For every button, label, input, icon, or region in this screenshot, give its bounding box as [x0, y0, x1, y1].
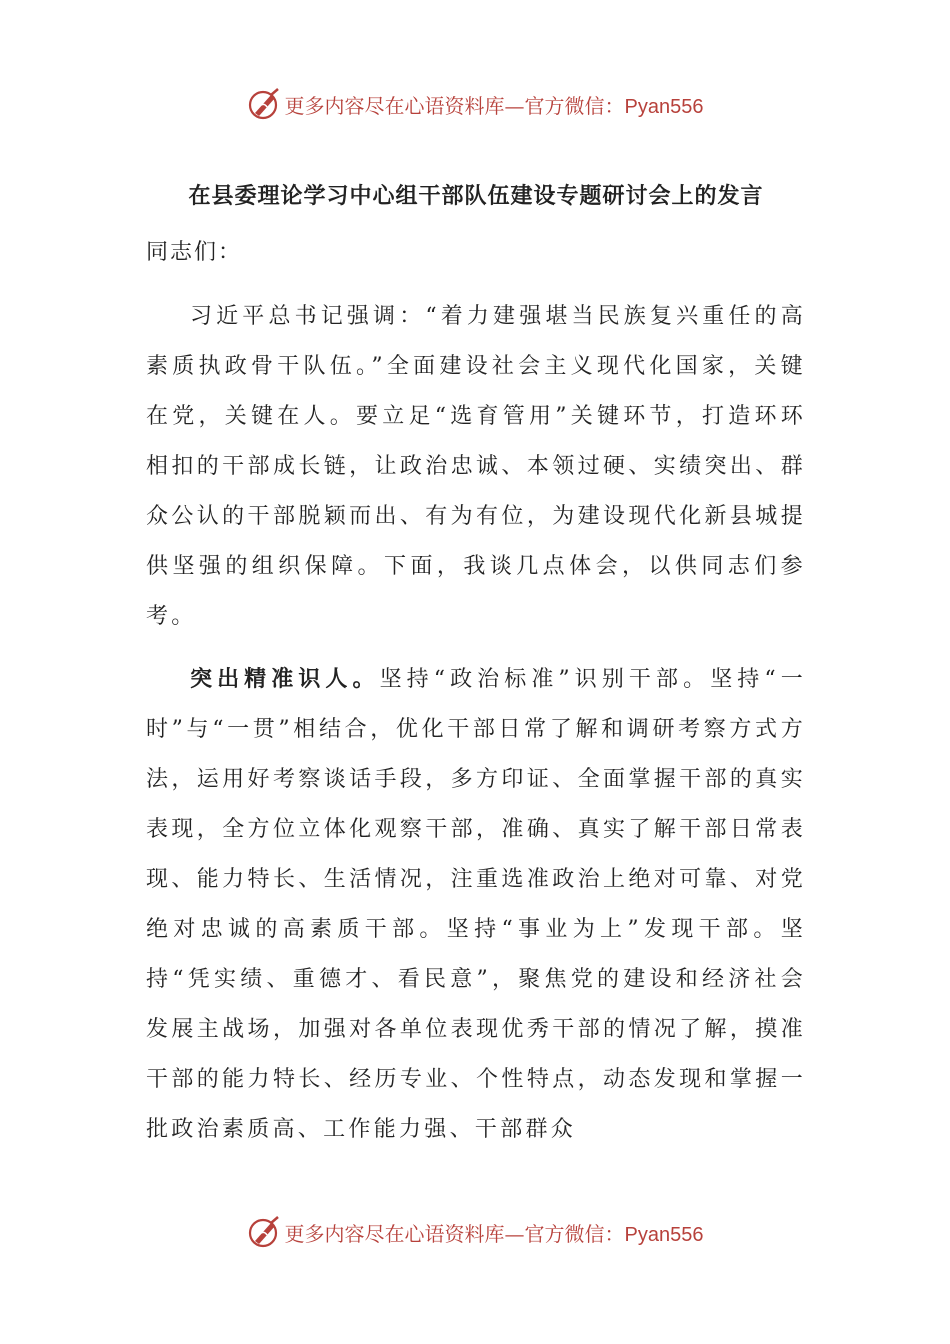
document-title: 在县委理论学习中心组干部队伍建设专题研讨会上的发言	[188, 183, 764, 209]
document-body	[146, 172, 806, 1155]
wechat-id: Pyan556	[624, 1223, 704, 1246]
paragraph-heading: 突出精准识人。	[190, 666, 380, 692]
banner-text: 更多内容尽在心语资料库—官方微信：Pyan556	[284, 1221, 704, 1246]
header-banner	[0, 84, 950, 124]
banner-text: 更多内容尽在心语资料库—官方微信：Pyan556	[284, 93, 704, 118]
footer-banner	[0, 1212, 950, 1252]
wechat-id: Pyan556	[624, 95, 704, 118]
salutation: 同志们：	[146, 240, 243, 265]
pen-logo-icon	[247, 1215, 281, 1249]
paragraph-intro: 习近平总书记强调：“着力建强堪当民族复兴重任的高素质执政骨干队伍。”全面建设社会主义现代化国家，关键在党，关键在人。要立足“选育管用”关键环节，打造环环相扣的干部成长链，让政治忠诚、本领过硬、实绩突出、群众公认的干部脱颖而出、有为有位，为建设现代化新县城提供坚强的组织保障。下面，我谈几点体会，以供同志们参考。	[146, 304, 806, 629]
pen-logo-icon	[247, 87, 281, 121]
paragraph-precise-selection: 突出精准识人。坚持“政治标准”识别干部。坚持“一时”与“一贯”相结合，优化干部日常了解和调研考察方式方法，运用好考察谈话手段，多方印证、全面掌握干部的真实表现，全方位立体化观察干部，准确、真实了解干部日常表现、能力特长、生活情况，注重选准政治上绝对可靠、对党绝对忠诚的高素质干部。坚持“事业为上”发现干部。坚持“凭实绩、重德才、看民意”，聚焦党的建设和经济社会发展主战场，加强对各单位表现优秀干部的情况了解，摸准干部的能力特长、经历专业、个性特点，动态发现和掌握一批政治素质高、工作能力强、干部群众	[146, 666, 806, 1142]
